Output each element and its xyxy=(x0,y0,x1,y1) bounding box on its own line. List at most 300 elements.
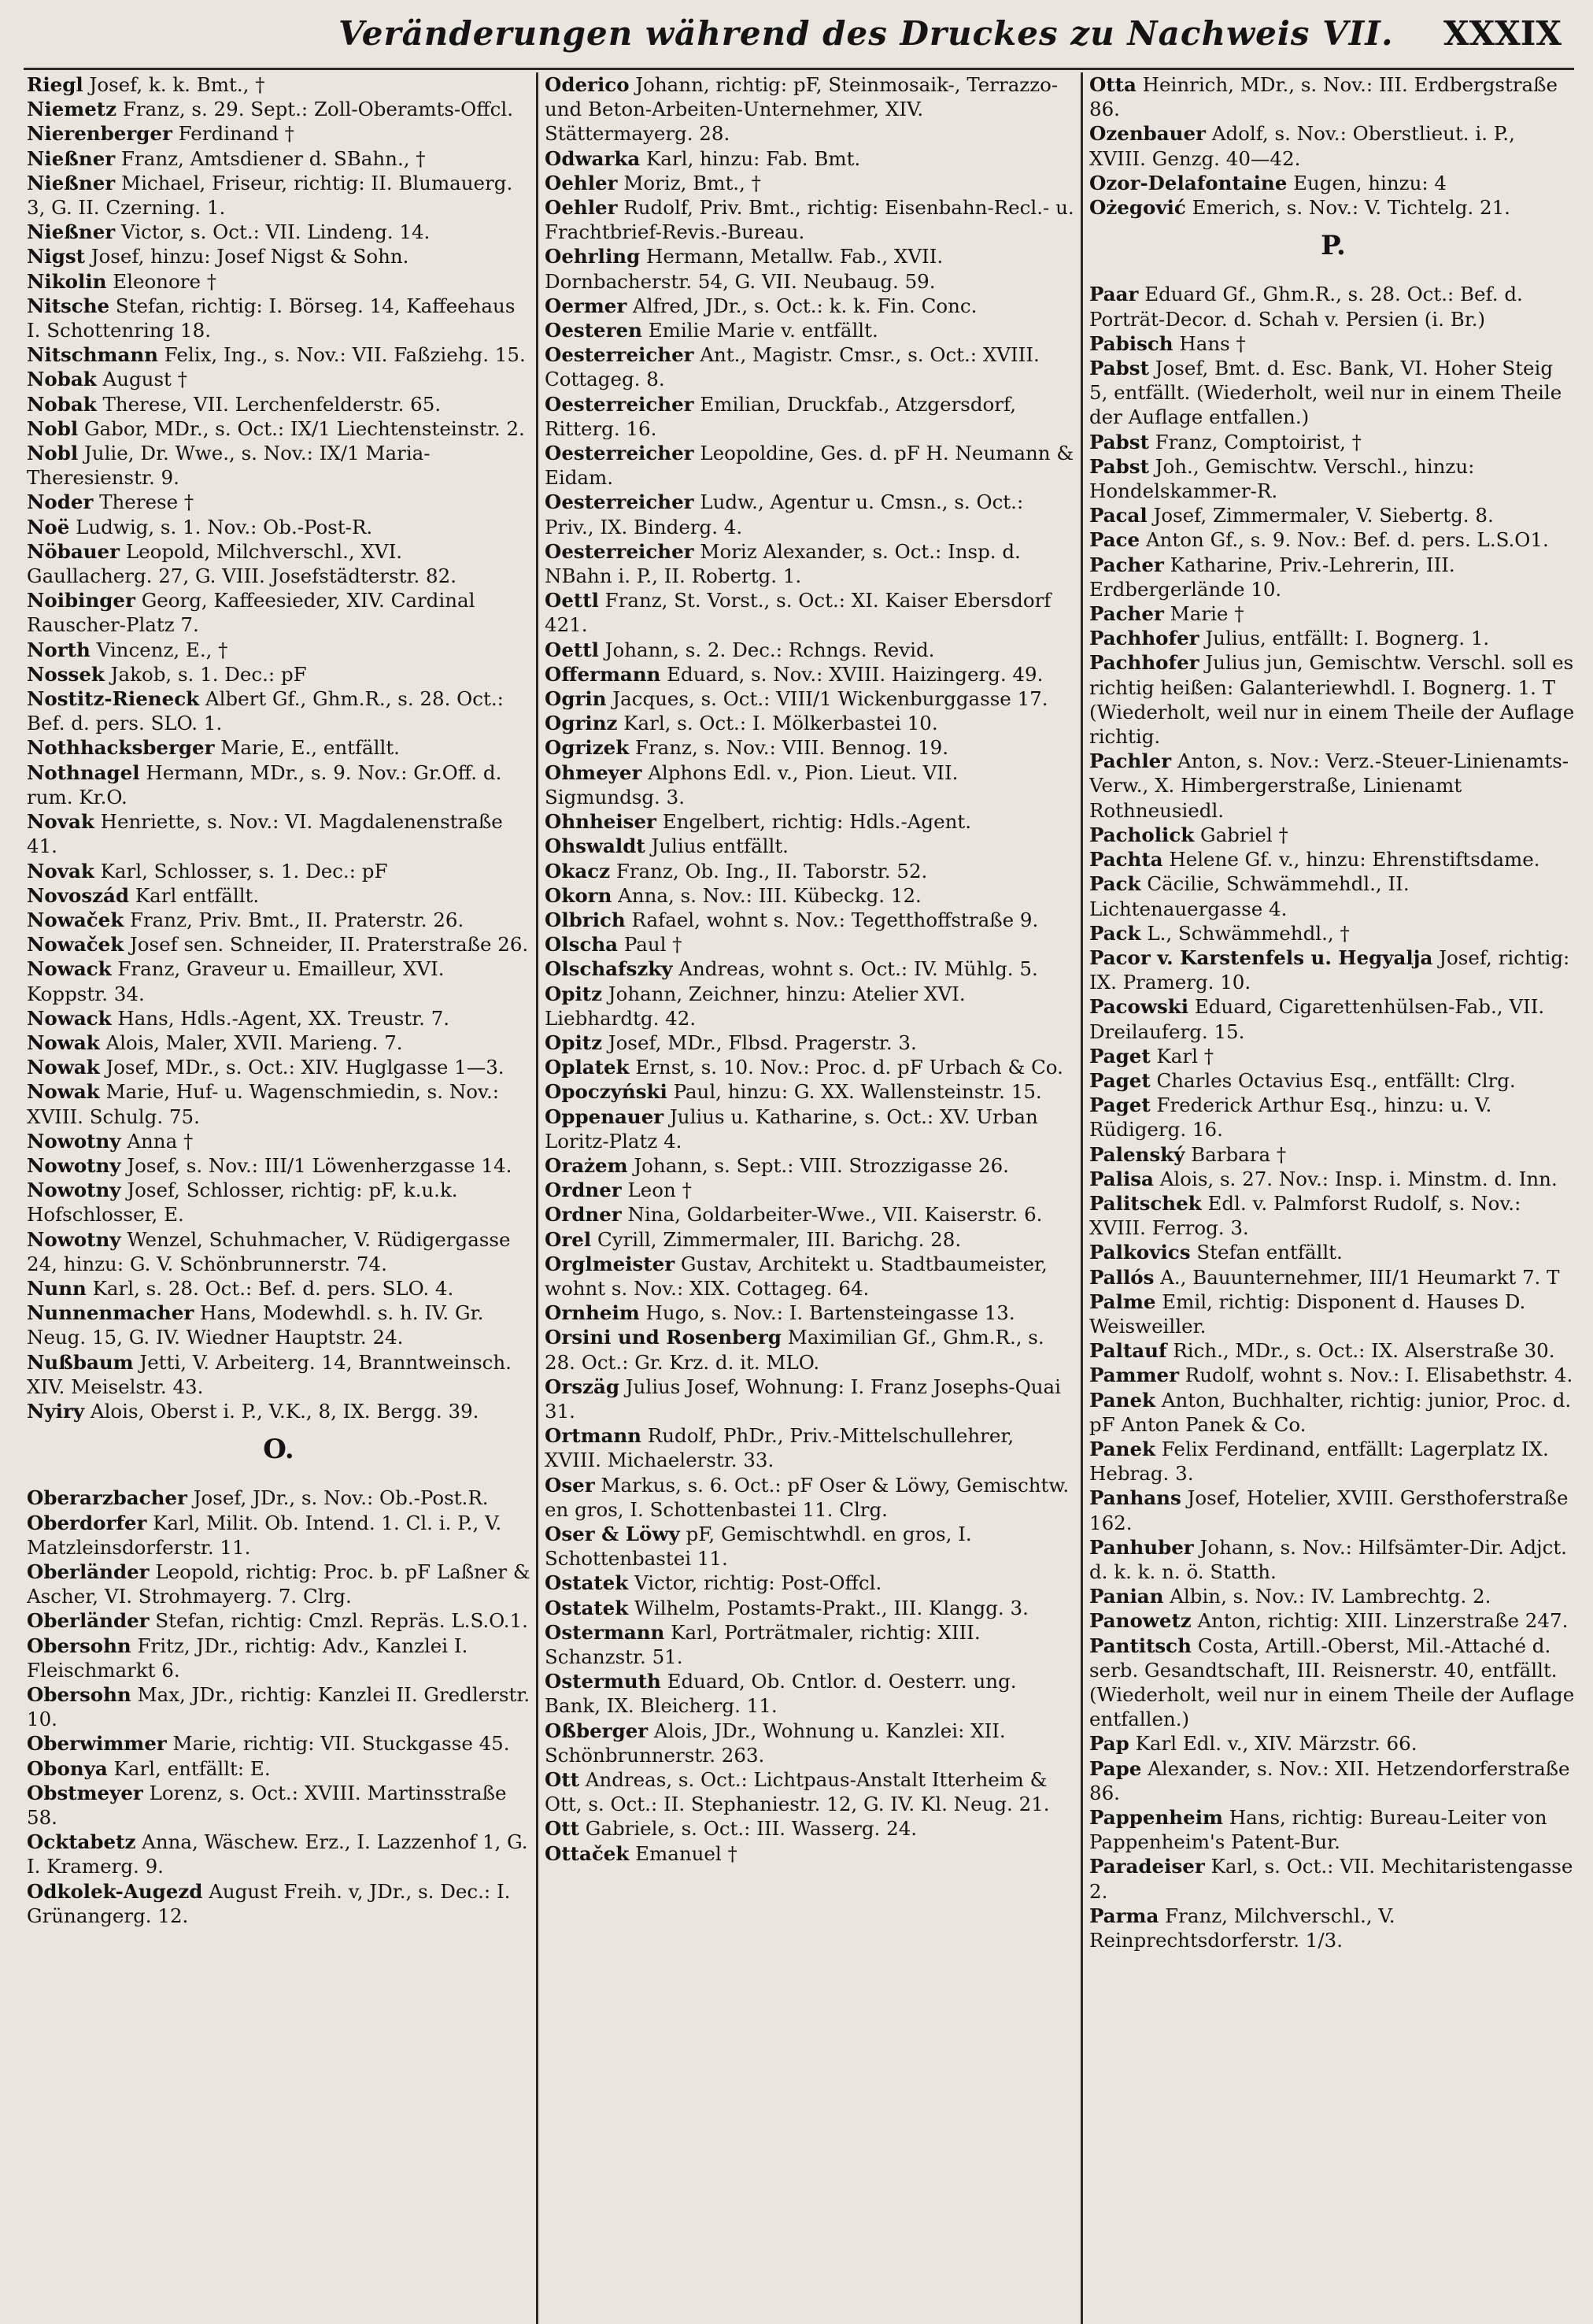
entry-name: Palme xyxy=(1089,1290,1156,1313)
entry-text: Josef, Bmt. d. Esc. Bank, VI. Hoher Steig 5, entfällt. (Wiederholt, weil nur in einem Theile der Auflage entfallen.) xyxy=(1089,357,1562,429)
entry-name: Oser & Löwy xyxy=(545,1522,680,1545)
entry-text: Albert Gf., Ghm.R., s. 28. Oct.: Bef. d. pers. SLO. 1. xyxy=(27,687,504,735)
entry-text: Anton, s. Nov.: Verz.-Steuer-Linienamts-Verw., X. Himbergerstraße, Linienamt Rothneusiedl. xyxy=(1089,749,1569,822)
directory-entry xyxy=(545,392,1075,441)
entry-name: Nowotny xyxy=(27,1227,121,1251)
directory-entry xyxy=(545,72,1075,146)
entry-text: Karl, Milit. Ob. Intend. 1. Cl. i. P., V. Matzleinsdorferstr. 11. xyxy=(27,1511,502,1559)
entry-name: Oberländer xyxy=(27,1560,150,1583)
entry-name: Noder xyxy=(27,490,94,514)
entry-name: Nießner xyxy=(27,171,116,194)
directory-entry xyxy=(27,883,530,908)
entry-text: Ferdinand † xyxy=(172,122,294,146)
directory-entry xyxy=(1089,1142,1577,1167)
entry-name: Pachler xyxy=(1089,749,1172,773)
entry-name: Olschafszky xyxy=(545,957,673,981)
entry-name: Okorn xyxy=(545,883,612,907)
entry-text: Eduard, Cigarettenhülsen-Fab., VII. Dreilauferg. 15. xyxy=(1089,995,1545,1043)
entry-name: Pack xyxy=(1089,921,1141,945)
entry-text: Marie † xyxy=(1163,602,1244,626)
entry-name: Nobl xyxy=(27,442,79,465)
entry-name: Pallós xyxy=(1089,1265,1155,1289)
entry-name: Nußbaum xyxy=(27,1350,134,1374)
entry-name: Nießner xyxy=(27,220,116,244)
directory-entry xyxy=(27,539,530,588)
entry-name: Oesteren xyxy=(545,319,642,342)
directory-entry xyxy=(1089,121,1577,170)
directory-entry xyxy=(545,957,1075,981)
entry-text: Therese, VII. Lerchenfelderstr. 65. xyxy=(96,392,442,416)
directory-entry xyxy=(1089,1608,1577,1633)
entry-text: Alois, Oberst i. P., V.K., 8, IX. Bergg. 39. xyxy=(84,1399,479,1423)
directory-entry xyxy=(1089,430,1577,454)
entry-name: Pacor v. Karstenfels u. Hegyalja xyxy=(1089,946,1433,969)
entry-name: Oberländer xyxy=(27,1609,150,1633)
entry-text: Stefan, richtig: Cmzl. Repräs. L.S.O.1. xyxy=(149,1609,528,1633)
entry-name: Nowotny xyxy=(27,1129,121,1153)
entry-name: Nitsche xyxy=(27,294,110,317)
entry-name: Pacowski xyxy=(1089,995,1189,1019)
directory-entry xyxy=(27,490,530,514)
directory-entry xyxy=(1089,872,1577,920)
directory-entry xyxy=(27,1129,530,1153)
directory-entry xyxy=(1089,1191,1577,1240)
section-heading: O. xyxy=(263,1434,294,1466)
entry-text: L., Schwämmehdl., † xyxy=(1140,921,1350,945)
directory-entry xyxy=(27,1756,530,1781)
directory-entry xyxy=(1089,650,1577,749)
entry-name: Olscha xyxy=(545,933,619,957)
entry-text: Victor, s. Oct.: VII. Lindeng. 14. xyxy=(115,220,431,244)
entry-name: Panek xyxy=(1089,1437,1156,1460)
entry-name: Oderico xyxy=(545,73,630,96)
entry-text: Rudolf, wohnt s. Nov.: I. Elisabethstr. 4. xyxy=(1178,1364,1573,1387)
directory-entry xyxy=(27,1055,530,1079)
entry-name: Nowak xyxy=(27,1031,100,1054)
entry-text: Lorenz, s. Oct.: XVIII. Martinsstraße 58. xyxy=(27,1781,507,1830)
entry-text: Karl † xyxy=(1150,1044,1214,1068)
entry-text: Josef, s. Nov.: III/1 Löwenherzgasse 14. xyxy=(120,1153,512,1177)
entry-name: Novoszád xyxy=(27,883,130,907)
entry-name: Oettl xyxy=(545,638,599,661)
directory-entry xyxy=(545,441,1075,490)
entry-name: Nigst xyxy=(27,245,85,268)
entry-name: Pacal xyxy=(1089,504,1148,527)
entry-text: Nina, Goldarbeiter-Wwe., VII. Kaiserstr. 6. xyxy=(621,1203,1043,1227)
entry-text: Karl, Porträtmaler, richtig: XIII. Schanzstr. 51. xyxy=(545,1620,981,1668)
directory-entry xyxy=(1089,1290,1577,1338)
entry-text: Alois, JDr., Wohnung u. Kanzlei: XII. Schönbrunnerstr. 263. xyxy=(545,1719,1006,1767)
entry-text: Franz, Comptoirist, † xyxy=(1148,430,1362,453)
entry-text: Gabriel † xyxy=(1194,823,1288,846)
directory-entry xyxy=(1089,1904,1577,1952)
entry-name: Nobl xyxy=(27,416,79,440)
directory-entry xyxy=(27,588,530,637)
entry-name: Oberwimmer xyxy=(27,1732,167,1756)
entry-name: Paar xyxy=(1089,283,1139,306)
entry-text: Josef, Hotelier, XVIII. Gersthoferstraße 162. xyxy=(1089,1486,1569,1534)
directory-entry xyxy=(27,859,530,883)
entry-text: Fritz, JDr., richtig: Adv., Kanzlei I. Fleischmarkt 6. xyxy=(27,1634,468,1682)
directory-entry xyxy=(27,1301,530,1349)
entry-text: Karl, s. Oct.: I. Mölkerbastei 10. xyxy=(617,712,938,735)
entry-text: Ant., Magistr. Cmsr., s. Oct.: XVIII. Cottageg. 8. xyxy=(545,343,1040,391)
directory-entry xyxy=(545,883,1075,908)
directory-entry xyxy=(545,735,1075,760)
entry-text: Marie, Huf- u. Wagenschmiedin, s. Nov.: XVIII. Schulg. 75. xyxy=(27,1080,499,1128)
entry-name: Pap xyxy=(1089,1732,1129,1756)
directory-entry xyxy=(27,1350,530,1399)
entry-text: Helene Gf. v., hinzu: Ehrenstiftsdame. xyxy=(1162,848,1540,872)
entry-name: Nostitz-Rieneck xyxy=(27,687,200,711)
directory-entry xyxy=(1089,195,1577,220)
directory-entry xyxy=(1089,527,1577,552)
directory-entry xyxy=(545,1767,1075,1816)
entry-name: Paltauf xyxy=(1089,1339,1167,1363)
directory-entry xyxy=(27,1486,530,1510)
directory-entry xyxy=(545,244,1075,293)
directory-entry xyxy=(545,342,1075,391)
entry-name: Nowotny xyxy=(27,1179,121,1202)
entry-text: Rudolf, PhDr., Priv.-Mittelschullehrer, XVIII. Michaelerstr. 33. xyxy=(545,1424,1015,1472)
entry-text: Hans † xyxy=(1173,331,1246,355)
directory-entry xyxy=(545,932,1075,957)
entry-text: Julius jun, Gemischtw. Verschl. soll es richtig heißen: Galanteriewhdl. I. Bognerg. 1. T (Wiederholt, weil nur in einem Theile der Auflage richtig. xyxy=(1089,651,1575,749)
entry-name: Oßberger xyxy=(545,1719,649,1742)
directory-entry xyxy=(545,1202,1075,1227)
header-rule xyxy=(24,68,1574,70)
directory-entry xyxy=(27,269,530,294)
entry-name: Ozenbauer xyxy=(1089,122,1206,146)
entry-text: Max, JDr., richtig: Kanzlei II. Gredlerstr. 10. xyxy=(27,1683,530,1731)
entry-name: Ohmeyer xyxy=(545,760,642,784)
entry-name: Paradeiser xyxy=(1089,1855,1205,1878)
entry-name: Oesterreicher xyxy=(545,343,694,367)
entry-name: Pachhofer xyxy=(1089,651,1199,675)
entry-text: Julie, Dr. Wwe., s. Nov.: IX/1 Maria-Theresienstr. 9. xyxy=(27,442,431,490)
entry-name: Palisa xyxy=(1089,1167,1154,1190)
entry-name: Pape xyxy=(1089,1756,1142,1780)
directory-entry xyxy=(545,982,1075,1031)
entry-name: Opitz xyxy=(545,1031,603,1054)
entry-name: Ottaček xyxy=(545,1841,630,1865)
directory-entry xyxy=(27,515,530,539)
entry-name: Nowaček xyxy=(27,908,124,931)
entry-text: Engelbert, richtig: Hdls.-Agent. xyxy=(656,810,972,834)
entry-name: Ohswaldt xyxy=(545,834,645,858)
directory-entry xyxy=(27,1276,530,1301)
directory-entry xyxy=(545,1079,1075,1104)
entry-name: Odwarka xyxy=(545,146,641,170)
entry-text: A., Bauunternehmer, III/1 Heumarkt 7. T xyxy=(1154,1265,1560,1289)
entry-name: Pabisch xyxy=(1089,331,1173,355)
entry-name: Nobak xyxy=(27,392,97,416)
entry-name: Palitschek xyxy=(1089,1191,1202,1215)
entry-text: pF, Gemischtwhdl. en gros, I. Schottenbastei 11. xyxy=(545,1522,972,1571)
entry-name: Ohnheiser xyxy=(545,810,656,834)
entry-text: Josef, Zimmermaler, V. Siebertg. 8. xyxy=(1147,504,1494,527)
entry-text: Cäcilie, Schwämmehdl., II. Lichtenauergasse 4. xyxy=(1089,872,1410,920)
entry-name: Pachhofer xyxy=(1089,627,1199,650)
entry-text: Eduard, Ob. Cntlor. d. Oesterr. ung. Bank, IX. Bleicherg. 11. xyxy=(545,1670,1017,1718)
entry-text: Henriette, s. Nov.: VI. Magdalenenstraße 41. xyxy=(27,810,503,858)
entry-name: Panowetz xyxy=(1089,1609,1192,1633)
entry-text: Johann, s. Nov.: Hilfsämter-Dir. Adjct. d. k. k. n. ö. Statth. xyxy=(1089,1535,1567,1583)
entry-name: Opoczyński xyxy=(545,1080,667,1104)
directory-entry xyxy=(1089,1093,1577,1142)
entry-name: Nowotny xyxy=(27,1153,121,1177)
directory-entry xyxy=(1089,601,1577,626)
directory-entry xyxy=(1089,847,1577,872)
page-number: XXXIX xyxy=(1443,14,1562,53)
entry-text: Karl, s. Oct.: VII. Mechitaristengasse 2. xyxy=(1089,1855,1573,1903)
entry-text: Karl, Schlosser, s. 1. Dec.: pF xyxy=(94,859,388,883)
entry-name: Oehler xyxy=(545,171,618,194)
entry-text: Rafael, wohnt s. Nov.: Tegetthoffstraße 9. xyxy=(625,908,1039,931)
directory-entry xyxy=(27,121,530,146)
entry-text: Gabriele, s. Oct.: III. Wasserg. 24. xyxy=(578,1817,918,1841)
entry-name: Novak xyxy=(27,859,94,883)
entry-name: Ornheim xyxy=(545,1301,640,1325)
directory-entry xyxy=(545,1571,1075,1595)
directory-entry xyxy=(1089,1265,1577,1290)
entry-name: Nunn xyxy=(27,1276,87,1300)
entry-text: Franz, Amtsdiener d. SBahn., † xyxy=(115,146,426,170)
entry-name: Nowack xyxy=(27,957,112,981)
entry-name: Ożegović xyxy=(1089,196,1186,220)
directory-entry xyxy=(27,1079,530,1128)
directory-entry xyxy=(1089,1363,1577,1387)
entry-name: Ostermuth xyxy=(545,1670,661,1693)
directory-entry xyxy=(1089,946,1577,994)
directory-entry xyxy=(27,367,530,391)
entry-name: Nothhacksberger xyxy=(27,736,215,760)
entry-name: Oberarzbacher xyxy=(27,1486,187,1510)
directory-entry xyxy=(27,1031,530,1055)
directory-entry xyxy=(545,760,1075,809)
entry-name: Nothnagel xyxy=(27,760,140,784)
directory-entry xyxy=(1089,1756,1577,1805)
entry-name: Ott xyxy=(545,1768,579,1792)
entry-text: Anton, Buchhalter, richtig: junior, Proc. d. pF Anton Panek & Co. xyxy=(1089,1388,1572,1436)
entry-name: Oberdorfer xyxy=(27,1511,147,1534)
directory-entry xyxy=(545,171,1075,195)
entry-name: Oettl xyxy=(545,589,599,612)
directory-entry xyxy=(545,1105,1075,1153)
directory-entry xyxy=(1089,454,1577,503)
entry-text: Ernst, s. 10. Nov.: Proc. d. pF Urbach & Co. xyxy=(629,1056,1063,1079)
entry-name: Oplatek xyxy=(545,1056,630,1079)
directory-entry xyxy=(1089,823,1577,847)
directory-entry xyxy=(1089,1068,1577,1093)
entry-name: Nowack xyxy=(27,1006,112,1030)
entry-name: Palkovics xyxy=(1089,1241,1191,1264)
directory-entry xyxy=(1089,1167,1577,1191)
entry-name: Ozor-Delafontaine xyxy=(1089,171,1288,194)
entry-name: North xyxy=(27,638,91,661)
entry-name: Nowak xyxy=(27,1056,100,1079)
entry-text: Franz, Ob. Ing., II. Taborstr. 52. xyxy=(610,859,928,883)
directory-entry xyxy=(27,342,530,367)
directory-entry xyxy=(27,1682,530,1731)
entry-text: Costa, Artill.-Oberst, Mil.-Attaché d. serb. Gesandtschaft, III. Reisnerstr. 40, entfällt. (Wiederholt, weil nur in einem Theile der Auflage entfallen.) xyxy=(1089,1634,1575,1731)
directory-entry xyxy=(545,686,1075,711)
entry-text: Anton, richtig: XIII. Linzerstraße 247. xyxy=(1191,1609,1569,1633)
entry-text: Alexander, s. Nov.: XII. Hetzendorferstraße 86. xyxy=(1089,1756,1570,1804)
entry-text: Rudolf, Priv. Bmt., richtig: Eisenbahn-Recl.- u. Frachtbrief-Revis.-Bureau. xyxy=(545,196,1074,244)
entry-text: Eugen, hinzu: 4 xyxy=(1287,171,1447,194)
entry-name: Panhans xyxy=(1089,1486,1181,1510)
entry-text: Franz, Priv. Bmt., II. Praterstr. 26. xyxy=(124,908,464,931)
entry-text: Jetti, V. Arbeiterg. 14, Branntweinsch. XIV. Meiselstr. 43. xyxy=(27,1350,512,1398)
entry-name: Palenský xyxy=(1089,1142,1185,1166)
directory-entry xyxy=(27,957,530,1005)
entry-name: Nierenberger xyxy=(27,122,172,146)
entry-text: Marie, E., entfällt. xyxy=(214,736,400,760)
directory-entry xyxy=(27,1399,530,1423)
entry-text: Vincenz, E., † xyxy=(90,638,228,661)
entry-text: Felix Ferdinand, entfällt: Lagerplatz IX. Hebrag. 3. xyxy=(1089,1437,1549,1486)
entry-text: Johann, richtig: pF, Steinmosaik-, Terrazzo- und Beton-Arbeiten-Unternehmer, XIV. Stättermayerg. 28. xyxy=(545,73,1059,146)
entry-name: Ostermann xyxy=(545,1620,665,1644)
directory-entry xyxy=(27,760,530,809)
entry-text: Julius entfällt. xyxy=(645,834,789,858)
entry-name: Riegl xyxy=(27,73,83,96)
directory-entry xyxy=(27,1153,530,1178)
entry-text: Franz, s. 29. Sept.: Zoll-Oberamts-Offcl. xyxy=(116,98,514,121)
directory-entry xyxy=(27,392,530,416)
entry-text: Katharine, Priv.-Lehrerin, III. Erdbergerlände 10. xyxy=(1089,553,1455,601)
directory-entry xyxy=(27,171,530,220)
entry-text: Karl entfällt. xyxy=(129,883,260,907)
entry-name: Nikolin xyxy=(27,269,107,293)
entry-text: Moriz, Bmt., † xyxy=(617,171,761,194)
directory-entry xyxy=(27,220,530,244)
entry-text: Josef, MDr., Flbsd. Pragerstr. 3. xyxy=(602,1031,917,1054)
column-1 xyxy=(27,72,530,2324)
entry-name: Pammer xyxy=(1089,1364,1179,1387)
directory-entry xyxy=(545,1816,1075,1841)
entry-text: Felix, Ing., s. Nov.: VII. Faßziehg. 15. xyxy=(157,343,526,367)
directory-entry xyxy=(1089,1731,1577,1756)
directory-entry xyxy=(545,834,1075,858)
directory-entry xyxy=(545,1252,1075,1301)
entry-name: Oesterreicher xyxy=(545,539,694,563)
entry-text: August † xyxy=(96,368,187,391)
entry-text: Josef, JDr., s. Nov.: Ob.-Post.R. xyxy=(187,1486,489,1510)
entry-text: Moriz Alexander, s. Oct.: Insp. d. NBahn i. P., II. Robertg. 1. xyxy=(545,539,1021,588)
directory-entry xyxy=(545,1178,1075,1202)
entry-text: Josef sen. Schneider, II. Praterstraße 26. xyxy=(124,933,529,957)
directory-entry xyxy=(1089,1486,1577,1534)
directory-entry xyxy=(27,809,530,858)
entry-text: Hans, richtig: Bureau-Leiter von Pappenheim's Patent-Bur. xyxy=(1089,1806,1547,1854)
entry-name: Orsini und Rosenberg xyxy=(545,1326,782,1349)
directory-entry xyxy=(27,1511,530,1560)
entry-name: Ogrinz xyxy=(545,712,618,735)
entry-text: Julius u. Katharine, s. Oct.: XV. Urban Loritz-Platz 4. xyxy=(545,1105,1038,1153)
entry-name: Oesterreicher xyxy=(545,490,694,514)
entry-text: Andreas, wohnt s. Oct.: IV. Mühlg. 5. xyxy=(672,957,1038,981)
entry-text: Maximilian Gf., Ghm.R., s. 28. Oct.: Gr. Krz. d. it. MLO. xyxy=(545,1326,1044,1374)
directory-entry xyxy=(27,1608,530,1633)
entry-text: Karl Edl. v., XIV. Märzstr. 66. xyxy=(1129,1732,1417,1756)
entry-text: Alphons Edl. v., Pion. Lieut. VII. Sigmundsg. 3. xyxy=(545,760,959,809)
column-3 xyxy=(1089,72,1577,2324)
entry-name: Orglmeister xyxy=(545,1252,675,1275)
entry-name: Obonya xyxy=(27,1756,108,1780)
entry-name: Pack xyxy=(1089,872,1141,896)
column-rule-2 xyxy=(1081,72,1083,2324)
directory-entry xyxy=(1089,1437,1577,1486)
entry-name: Orel xyxy=(545,1227,592,1251)
entry-name: Oehrling xyxy=(545,245,641,268)
entry-text: Eduard, s. Nov.: XVIII. Haizingerg. 49. xyxy=(660,662,1044,686)
entry-text: Anton Gf., s. 9. Nov.: Bef. d. pers. L.S.O1. xyxy=(1140,528,1549,552)
entry-text: Adolf, s. Nov.: Oberstlieut. i. P., XVIII. Genzg. 40—42. xyxy=(1089,122,1515,170)
entry-text: Josef, MDr., s. Oct.: XIV. Huglgasse 1—3. xyxy=(99,1056,505,1079)
entry-text: Rich., MDr., s. Oct.: IX. Alserstraße 30. xyxy=(1166,1339,1555,1363)
directory-entry xyxy=(545,638,1075,662)
entry-text: Josef, hinzu: Josef Nigst & Sohn. xyxy=(84,245,409,268)
entry-name: Ott xyxy=(545,1817,579,1841)
entry-text: Barbara † xyxy=(1185,1142,1287,1166)
section-heading: P. xyxy=(1321,230,1346,262)
entry-text: Hugo, s. Nov.: I. Bartensteingasse 13. xyxy=(639,1301,1015,1325)
directory-entry xyxy=(1089,171,1577,195)
entry-text: Victor, richtig: Post-Offcl. xyxy=(628,1571,882,1595)
entry-text: Wenzel, Schuhmacher, V. Rüdigergasse 24, hinzu: G. V. Schönbrunnerstr. 74. xyxy=(27,1227,511,1275)
entry-text: Ludw., Agentur u. Cmsn., s. Oct.: Priv., IX. Binderg. 4. xyxy=(545,490,1024,538)
directory-entry xyxy=(27,735,530,760)
entry-name: Panek xyxy=(1089,1388,1156,1412)
entry-text: Franz, s. Nov.: VIII. Bennog. 19. xyxy=(629,736,948,760)
entry-name: Pappenheim xyxy=(1089,1806,1223,1830)
entry-text: Charles Octavius Esq., entfällt: Clrg. xyxy=(1150,1068,1516,1092)
directory-entry xyxy=(1089,921,1577,946)
entry-text: Julius, entfällt: I. Bognerg. 1. xyxy=(1199,627,1490,650)
entry-text: Therese † xyxy=(93,490,194,514)
directory-entry xyxy=(1089,1634,1577,1732)
entry-name: Ocktabetz xyxy=(27,1830,136,1854)
entry-text: Albin, s. Nov.: IV. Lambrechtg. 2. xyxy=(1163,1585,1491,1608)
directory-entry xyxy=(545,1423,1075,1472)
directory-entry xyxy=(27,908,530,932)
entry-name: Okacz xyxy=(545,859,611,883)
entry-name: Nowaček xyxy=(27,933,124,957)
entry-text: Karl, entfällt: E. xyxy=(107,1756,271,1780)
entry-text: Karl, s. 28. Oct.: Bef. d. pers. SLO. 4. xyxy=(86,1276,454,1300)
entry-text: Emerich, s. Nov.: V. Tichtelg. 21. xyxy=(1185,196,1510,220)
directory-entry xyxy=(27,662,530,686)
directory-entry xyxy=(545,1841,1075,1866)
directory-entry xyxy=(1089,626,1577,650)
entry-name: Nöbauer xyxy=(27,539,120,563)
directory-entry xyxy=(27,146,530,171)
entry-name: Novak xyxy=(27,810,94,834)
entry-name: Oesterreicher xyxy=(545,392,694,416)
entry-name: Pabst xyxy=(1089,357,1149,380)
directory-entry xyxy=(545,1031,1075,1055)
entry-text: Franz, St. Vorst., s. Oct.: XI. Kaiser Ebersdorf 421. xyxy=(545,589,1052,637)
entry-name: Ordner xyxy=(545,1203,622,1227)
entry-text: Karl, hinzu: Fab. Bmt. xyxy=(640,146,861,170)
entry-name: Ogrin xyxy=(545,687,607,711)
entry-text: Anna † xyxy=(120,1129,194,1153)
entry-text: Andreas, s. Oct.: Lichtpaus-Anstalt Itterheim & Ott, s. Oct.: II. Stephaniestr. 12, G. IV. Kl. Neug. 21. xyxy=(545,1768,1050,1816)
directory-entry xyxy=(545,809,1075,834)
entry-text: Josef, k. k. Bmt., † xyxy=(83,73,265,96)
